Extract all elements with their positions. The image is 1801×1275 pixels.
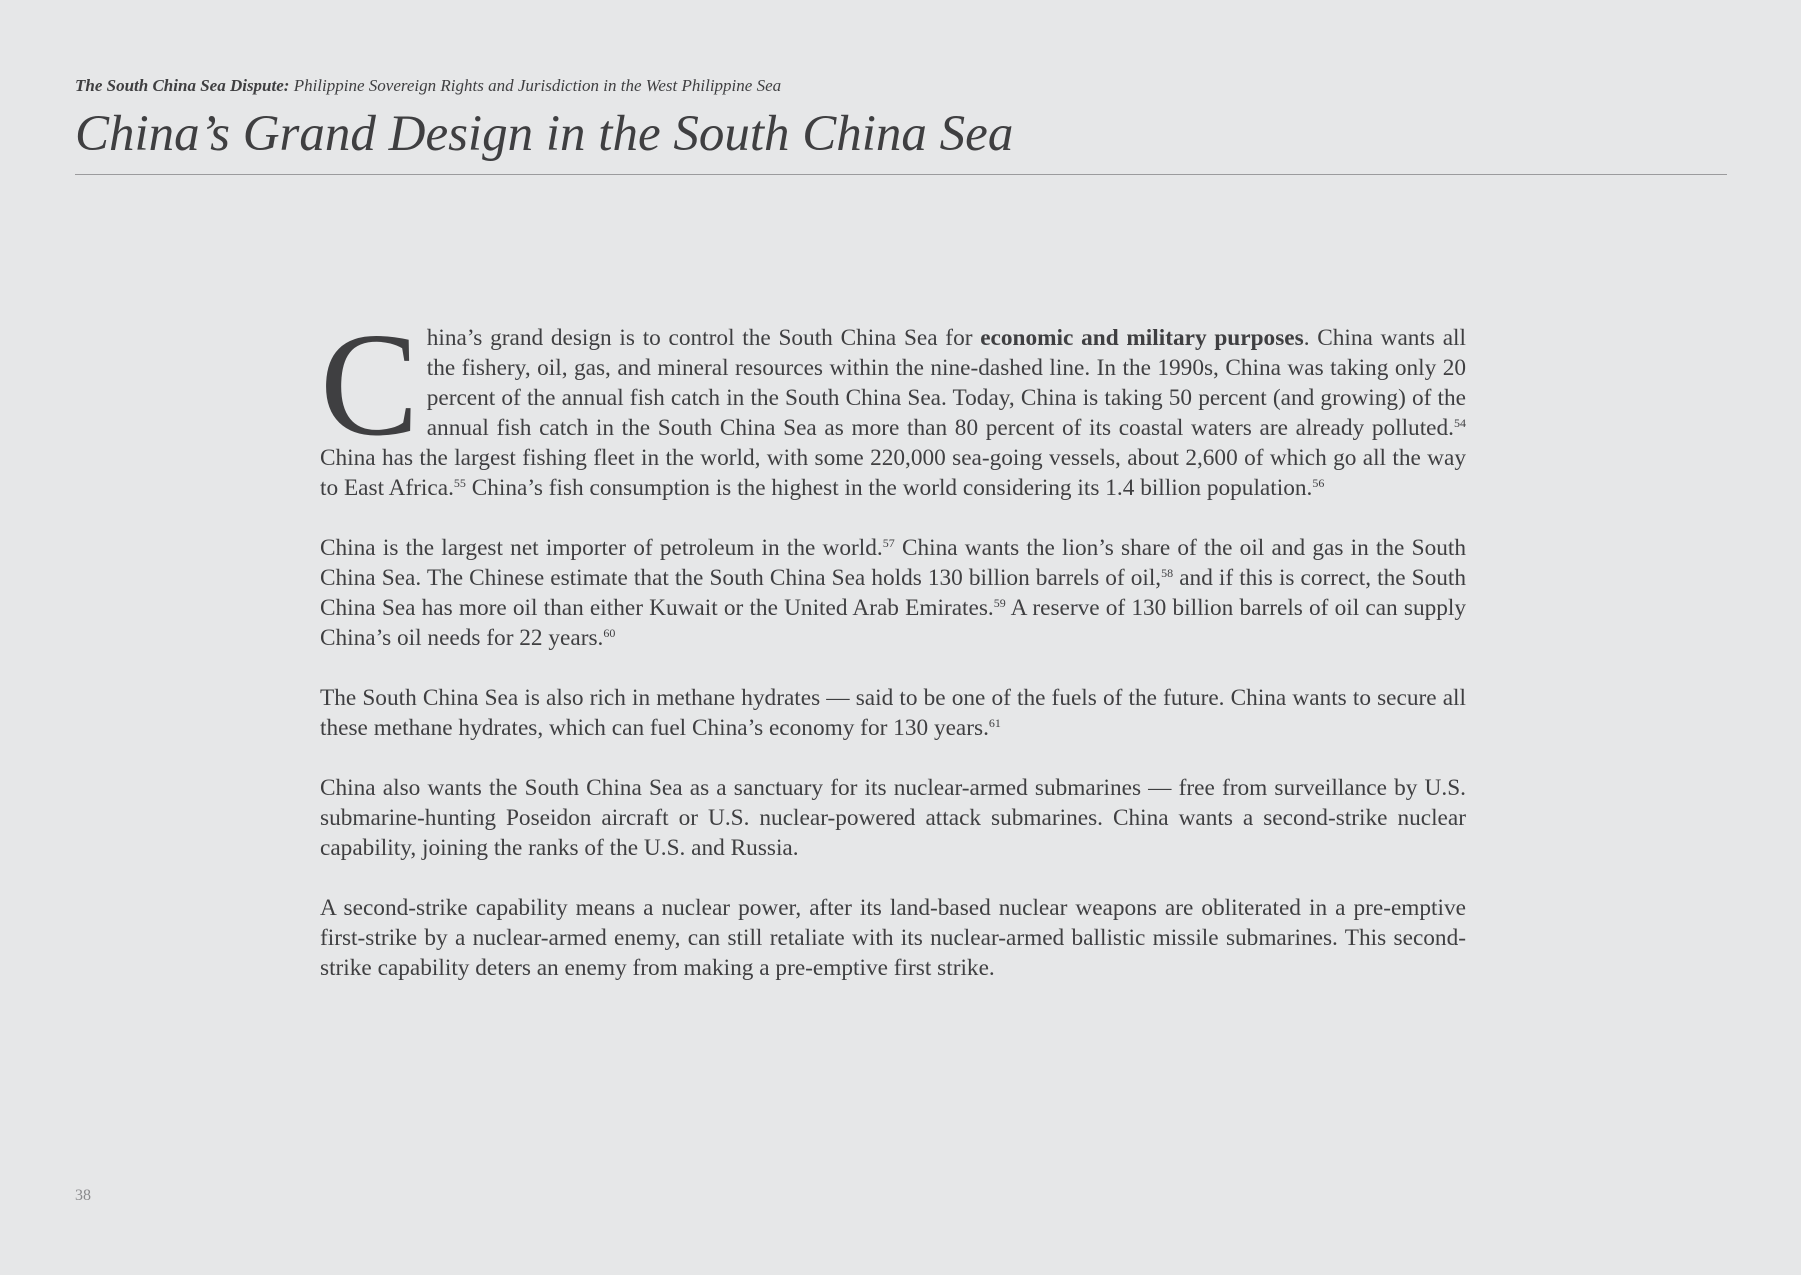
page-header [75,74,1727,164]
article-body [320,303,1467,1013]
paragraph-3 [320,683,1466,743]
footnote-ref[interactable]: 59 [993,596,1006,610]
footnote-ref[interactable]: 56 [1312,476,1325,490]
paragraph-2 [320,533,1466,653]
footnote-ref[interactable]: 55 [453,476,466,490]
paragraph-text: China wants the lion’s share of the oil and gas in the South China Sea. The Chinese estimate that the South China Sea holds 130 billion barrels of oil, [320,535,1466,591]
page-title: China’s Grand Design in the South China Sea [75,106,1014,162]
paragraph-5 [320,893,1466,983]
footnote-ref[interactable]: 61 [988,716,1001,730]
footnote-ref[interactable]: 54 [1454,416,1466,430]
paragraph-text: China has the largest fishing fleet in the world, with some 220,000 sea-going vessels, about 2,600 of which go all the way to East Africa. [320,445,1466,501]
paragraph-text: and if this is correct, the South China Sea has more oil than either Kuwait or the United Arab Emirates. [320,565,1467,621]
footnote-ref[interactable]: 60 [603,626,616,640]
running-header-subtitle: Philippine Sovereign Rights and Jurisdiction in the West Philippine Sea [289,76,782,95]
paragraph-text: . China wants all the fishery, oil, gas, and mineral resources within the nine-dashed line. In the 1990s, China was taking only 20 percent of the annual fish catch in the South China Sea. Today, China is taking 50 percent (and growing) of the annual fish catch in the South China Sea as more than 80 percent of its coastal waters are already polluted. [426,325,1466,441]
paragraph-text: China is the largest net importer of petroleum in the world. [320,535,883,561]
running-header-title: The South China Sea Dispute: [75,76,290,95]
paragraph-text: A reserve of 130 billion barrels of oil can supply China’s oil needs for 22 years. [320,595,1467,651]
paragraph-4 [320,773,1466,863]
running-header [75,74,1727,98]
footnote-ref[interactable]: 57 [882,536,895,550]
emphasis-text: economic and military purposes [980,325,1304,351]
paragraph-text: A second-strike capability means a nuclear power, after its land-based nuclear weapons are obliterated in a pre-emptive first-strike by a nuclear-armed enemy, can still retaliate with its nuclear-armed ballistic missile submarines. This second-strike capability deters an enemy from making a pre-emptive first strike. [320,895,1466,981]
header-divider [75,174,1727,175]
paragraph-text: hina’s grand design is to control the South China Sea for [426,325,981,351]
page-number: 38 [75,1187,91,1204]
paragraph-text: The South China Sea is also rich in methane hydrates — said to be one of the fuels of the future. China wants to secure all these methane hydrates, which can fuel China’s economy for 130 years. [320,685,1466,741]
drop-cap: C [320,303,419,467]
paragraph-text: China’s fish consumption is the highest in the world considering its 1.4 billion population. [465,475,1313,501]
paragraph-1 [320,303,1466,503]
footnote-ref[interactable]: 58 [1161,566,1174,580]
paragraph-text: China also wants the South China Sea as a sanctuary for its nuclear-armed submarines — free from surveillance by U.S. submarine-hunting Poseidon aircraft or U.S. nuclear-powered attack submarines. China wants a second-strike nuclear capability, joining the ranks of the U.S. and Russia. [320,775,1466,861]
